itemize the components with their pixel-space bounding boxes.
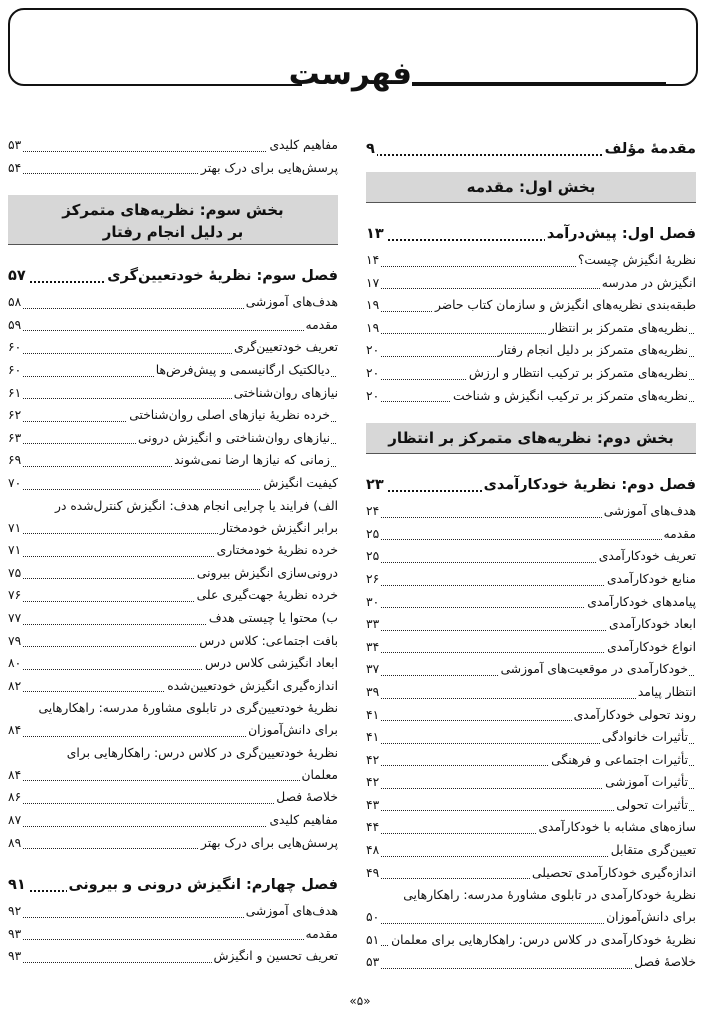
toc-entry-label: نظریهٔ خودتعیین‌گری در کلاس درس: راهکارهایی برای: [65, 742, 338, 765]
toc-entry-page: ۵۸: [8, 291, 23, 314]
toc-entry[interactable]: [366, 362, 696, 385]
toc-entry-page: ۲۰: [366, 362, 381, 385]
toc-entry-page: ۵۱: [366, 929, 381, 952]
toc-entry-page: ۴۲: [366, 749, 381, 772]
toc-entry-page: ۹۱: [8, 870, 28, 900]
toc-entry[interactable]: [366, 726, 696, 749]
toc-entry-page: ۲۶: [366, 568, 381, 591]
toc-entry-page: ۵۷: [8, 261, 28, 291]
toc-entry-page: ۱۷: [366, 272, 381, 295]
toc-list: [366, 500, 696, 974]
toc-entry-label: زمانی که نیازها ارضا نمی‌شوند: [172, 449, 330, 472]
toc-entry-page: ۷۷: [8, 607, 23, 630]
toc-entry-page: ۷۰: [8, 472, 23, 495]
toc-entry-label: فصل چهارم: انگیزش درونی و بیرونی: [67, 870, 338, 900]
toc-entry[interactable]: [8, 336, 338, 359]
toc-entry[interactable]: [366, 884, 696, 906]
toc-entry[interactable]: [366, 613, 696, 636]
toc-entry-page: ۴۳: [366, 794, 381, 817]
toc-list: [366, 249, 696, 407]
toc-entry-page: ۶۳: [8, 427, 23, 450]
toc-entry-label: تعیین‌گری متقابل: [609, 839, 696, 862]
toc-entry-label: خرده نظریهٔ نیازهای اصلی روان‌شناختی: [127, 404, 330, 427]
part-heading: [8, 195, 338, 245]
toc-entry[interactable]: [366, 951, 696, 974]
dot-leader: [368, 539, 694, 540]
toc-entry-label: نظریهٔ انگیزش چیست؟: [576, 249, 696, 272]
toc-entry-label: کیفیت انگیزش: [261, 472, 338, 495]
toc-entry-label: پیامدهای خودکارآمدی: [585, 591, 696, 614]
toc-entry-label: معلمان: [300, 764, 338, 787]
toc-entry[interactable]: [366, 317, 696, 340]
toc-entry-page: ۸۴: [8, 719, 23, 742]
toc-preface[interactable]: [366, 134, 696, 164]
toc-entry[interactable]: [366, 294, 696, 317]
toc-entry-page: ۲۳: [366, 470, 386, 500]
toc-entry[interactable]: [366, 523, 696, 546]
toc-entry[interactable]: [366, 681, 696, 704]
toc-right-column: [366, 134, 696, 974]
toc-entry-label: الف) فرایند یا چرایی انجام هدف: انگیزش کنترل‌شده در: [53, 495, 338, 518]
toc-chapter-title[interactable]: [8, 261, 338, 291]
toc-entry-page: ۹۲: [8, 900, 23, 923]
toc-entry-page: ۸۹: [8, 832, 23, 855]
toc-entry[interactable]: [366, 249, 696, 272]
toc-entry[interactable]: [8, 675, 338, 698]
toc-chapter-title[interactable]: [8, 870, 338, 900]
toc-entry[interactable]: [8, 945, 338, 968]
toc-entry-label: سازه‌های مشابه با خودکارآمدی: [536, 816, 696, 839]
toc-entry-label: فصل دوم: نظریهٔ خودکارآمدی: [482, 470, 696, 500]
toc-entry-label: پرسش‌هایی برای درک بهتر: [199, 832, 338, 855]
toc-entry-label: نظریه‌های متمرکز بر ترکیب انگیزش و شناخت: [451, 385, 688, 408]
toc-entry[interactable]: [8, 652, 338, 675]
toc-entry-page: ۳۰: [366, 591, 381, 614]
toc-entry[interactable]: [8, 630, 338, 653]
toc-chapter-title[interactable]: [366, 470, 696, 500]
toc-entry[interactable]: [8, 359, 338, 382]
toc-entry[interactable]: [8, 584, 338, 607]
toc-entry-label: نیازهای روان‌شناختی و انگیزش درونی: [136, 427, 330, 450]
toc-entry-page: ۸۴: [8, 764, 23, 787]
toc-list: [8, 291, 338, 854]
toc-entry[interactable]: [8, 449, 338, 472]
toc-entry[interactable]: [366, 568, 696, 591]
toc-entry[interactable]: [366, 771, 696, 794]
toc-entry-label: اندازه‌گیری انگیزش خودتعیین‌شده: [165, 675, 338, 698]
toc-entry-page: ۹۳: [8, 923, 23, 946]
toc-entry-page: ۲۰: [366, 385, 381, 408]
toc-entry-label: انتظار پیامد: [636, 681, 696, 704]
toc-entry[interactable]: [8, 427, 338, 450]
toc-entry[interactable]: [366, 385, 696, 408]
toc-entry-label: درونی‌سازی انگیزش بیرونی: [195, 562, 338, 585]
toc-entry-label: خودکارآمدی در موقعیت‌های آموزشی: [499, 658, 688, 681]
toc-entry-page: ۷۵: [8, 562, 23, 585]
toc-entry-page: ۹: [366, 134, 377, 164]
toc-entry-page: ۵۹: [8, 314, 23, 337]
toc-entry-page: ۸۰: [8, 652, 23, 675]
toc-left-column: [8, 134, 338, 968]
toc-entry[interactable]: [8, 832, 338, 855]
toc-entry-label: تعریف خودکارآمدی: [597, 545, 696, 568]
toc-entry-page: ۲۰: [366, 339, 381, 362]
toc-entry[interactable]: [366, 929, 696, 952]
toc-entry-label: ابعاد خودکارآمدی: [607, 613, 696, 636]
toc-entry[interactable]: [8, 923, 338, 946]
toc-entry-label: خلاصهٔ فصل: [632, 951, 696, 974]
toc-entry-page: ۸۶: [8, 786, 23, 809]
toc-entry-label: فصل اول: پیش‌درآمد: [545, 219, 696, 249]
dot-leader: [10, 780, 336, 781]
toc-entry-label: نظریهٔ خودکارآمدی در تابلوی مشاورهٔ مدرسه: راهکارهایی: [401, 884, 696, 907]
toc-entry[interactable]: [8, 607, 338, 630]
toc-entry[interactable]: [366, 794, 696, 817]
toc-entry-page: ۵۴: [8, 157, 23, 180]
toc-entry-page: ۱۳: [366, 219, 386, 249]
toc-entry[interactable]: [8, 291, 338, 314]
toc-entry[interactable]: [8, 157, 338, 180]
toc-entry[interactable]: [8, 382, 338, 405]
toc-entry-page: ۵۳: [8, 134, 23, 157]
toc-entry[interactable]: [8, 786, 338, 809]
toc-entry-page: ۲۵: [366, 545, 381, 568]
toc-entry-label: روند تحولی خودکارآمدی: [572, 704, 696, 727]
toc-entry[interactable]: [8, 764, 338, 787]
toc-entry[interactable]: [366, 862, 696, 885]
toc-entry-label: اندازه‌گیری خودکارآمدی تحصیلی: [530, 862, 696, 885]
toc-entry-page: ۷۹: [8, 630, 23, 653]
toc-entry[interactable]: [8, 517, 338, 540]
toc-entry-page: ۱۹: [366, 294, 381, 317]
toc-entry-label: فصل سوم: نظریهٔ خودتعیین‌گری: [105, 261, 338, 291]
toc-entry-page: ۶۹: [8, 449, 23, 472]
toc-entry-page: ۲۵: [366, 523, 381, 546]
toc-entry[interactable]: [366, 339, 696, 362]
toc-entry[interactable]: [8, 742, 338, 764]
toc-entry[interactable]: [8, 472, 338, 495]
toc-entry[interactable]: [366, 591, 696, 614]
part-heading: بخش اول: مقدمه: [366, 172, 696, 203]
toc-entry[interactable]: [366, 906, 696, 929]
page-number: «۵»: [349, 994, 371, 1008]
toc-entry[interactable]: [366, 816, 696, 839]
part-heading-line: بخش سوم: نظریه‌های متمرکز: [62, 201, 284, 220]
toc-entry-label: بافت اجتماعی: کلاس درس: [197, 630, 338, 653]
toc-entry-label: برابر انگیزش خودمختار: [218, 517, 338, 540]
toc-entry-label: هدف‌های آموزشی: [244, 291, 338, 314]
toc-entry-label: مقدمه: [662, 523, 696, 546]
page-title: فهرست: [302, 50, 412, 98]
toc-entry-label: طبقه‌بندی نظریه‌های انگیزش و سازمان کتاب حاضر: [433, 294, 696, 317]
toc-entry-page: ۳۷: [366, 658, 381, 681]
toc-entry-page: ۶۱: [8, 382, 23, 405]
toc-entry-page: ۹۳: [8, 945, 23, 968]
toc-entry-label: ب) محتوا یا چیستی هدف: [207, 607, 338, 630]
toc-entry-page: ۵۰: [366, 906, 381, 929]
toc-entry-label: تأثیرات تحولی: [614, 794, 688, 817]
toc-entry-label: انواع خودکارآمدی: [605, 636, 696, 659]
toc-entry[interactable]: [366, 272, 696, 295]
toc-entry[interactable]: [366, 749, 696, 772]
toc-entry-page: ۶۲: [8, 404, 23, 427]
toc-chapter-title[interactable]: [366, 219, 696, 249]
toc-entry-page: ۴۸: [366, 839, 381, 862]
toc-entry[interactable]: [8, 539, 338, 562]
toc-entry-page: ۱۴: [366, 249, 381, 272]
toc-entry-label: مقدمه: [304, 314, 338, 337]
toc-entry[interactable]: [8, 404, 338, 427]
toc-entry-label: هدف‌های آموزشی: [602, 500, 696, 523]
toc-entry-page: ۷۱: [8, 517, 23, 540]
toc-entry-page: ۷۱: [8, 539, 23, 562]
toc-entry[interactable]: [366, 636, 696, 659]
dot-leader: [10, 330, 336, 331]
toc-entry[interactable]: [8, 697, 338, 719]
toc-entry-page: ۴۱: [366, 704, 381, 727]
toc-entry-label: انگیزش در مدرسه: [600, 272, 696, 295]
toc-entry-page: ۷۶: [8, 584, 23, 607]
toc-entry-page: ۳۳: [366, 613, 381, 636]
part-heading-line: بر دلیل انجام رفتار: [102, 223, 244, 242]
toc-entry-label: نظریهٔ خودکارآمدی در کلاس درس: راهکارهایی برای معلمان: [389, 929, 696, 952]
toc-entry-page: ۳۴: [366, 636, 381, 659]
toc-entry-label: خرده نظریهٔ جهت‌گیری علی: [195, 584, 338, 607]
toc-entry-label: تعریف تحسین و انگیزش: [212, 945, 339, 968]
toc-entry[interactable]: [8, 719, 338, 742]
toc-entry-page: ۸۷: [8, 809, 23, 832]
toc-entry[interactable]: [8, 134, 338, 157]
toc-entry[interactable]: [8, 809, 338, 832]
toc-entry-label: مقدمه: [304, 923, 338, 946]
toc-entry-label: خلاصهٔ فصل: [274, 786, 338, 809]
toc-entry-label: پرسش‌هایی برای درک بهتر: [199, 157, 338, 180]
header-underline: [380, 82, 666, 84]
toc-entry-label: نظریه‌های متمرکز بر انتظار: [547, 317, 688, 340]
toc-entry-label: تعریف خودتعیین‌گری: [232, 336, 338, 359]
toc-entry-label: مفاهیم کلیدی: [267, 809, 338, 832]
toc-entry-label: هدف‌های آموزشی: [244, 900, 338, 923]
toc-entry[interactable]: [8, 562, 338, 585]
toc-entry-label: برای دانش‌آموزان: [604, 906, 696, 929]
toc-entry-page: ۸۲: [8, 675, 23, 698]
toc-entry-label: برای دانش‌آموزان: [246, 719, 338, 742]
toc-entry[interactable]: [366, 704, 696, 727]
toc-entry[interactable]: [8, 314, 338, 337]
toc-entry-page: ۲۴: [366, 500, 381, 523]
toc-entry-label: نظریه‌های متمرکز بر ترکیب انتظار و ارزش: [467, 362, 688, 385]
toc-entry[interactable]: [366, 545, 696, 568]
toc-list: [8, 900, 338, 968]
toc-entry[interactable]: [8, 495, 338, 517]
toc-entry[interactable]: [8, 900, 338, 923]
toc-entry-label: تأثیرات اجتماعی و فرهنگی: [549, 749, 688, 772]
dot-leader: [10, 939, 336, 940]
toc-entry-label: مقدمهٔ مؤلف: [603, 134, 696, 164]
toc-entry-label: ابعاد انگیزشی کلاس درس: [203, 652, 338, 675]
toc-entry-page: ۴۴: [366, 816, 381, 839]
toc-list: [8, 134, 338, 179]
part-heading: بخش دوم: نظریه‌های متمرکز بر انتظار: [366, 423, 696, 454]
toc-entry-label: نظریه‌های متمرکز بر دلیل انجام رفتار: [496, 339, 688, 362]
toc-entry-page: ۴۱: [366, 726, 381, 749]
toc-entry-page: ۵۳: [366, 951, 381, 974]
toc-entry-label: تأثیرات خانوادگی: [600, 726, 688, 749]
toc-entry-page: ۳۹: [366, 681, 381, 704]
toc-entry-label: نیازهای روان‌شناختی: [232, 382, 338, 405]
toc-entry-page: ۴۲: [366, 771, 381, 794]
toc-entry-page: ۴۹: [366, 862, 381, 885]
toc-entry-label: خرده نظریهٔ خودمختاری: [215, 539, 338, 562]
toc-entry-label: مفاهیم کلیدی: [267, 134, 338, 157]
toc-entry[interactable]: [366, 658, 696, 681]
toc-entry[interactable]: [366, 839, 696, 862]
toc-entry-label: نظریهٔ خودتعیین‌گری در تابلوی مشاورهٔ مدرسه: راهکارهایی: [36, 697, 338, 720]
toc-entry-page: ۶۰: [8, 359, 23, 382]
toc-entry-label: تأثیرات آموزشی: [603, 771, 688, 794]
toc-entry-label: دیالکتیک ارگانیسمی و پیش‌فرض‌ها: [154, 359, 330, 382]
toc-entry-label: منابع خودکارآمدی: [605, 568, 696, 591]
toc-entry-page: ۶۰: [8, 336, 23, 359]
toc-entry-page: ۱۹: [366, 317, 381, 340]
toc-entry[interactable]: [366, 500, 696, 523]
